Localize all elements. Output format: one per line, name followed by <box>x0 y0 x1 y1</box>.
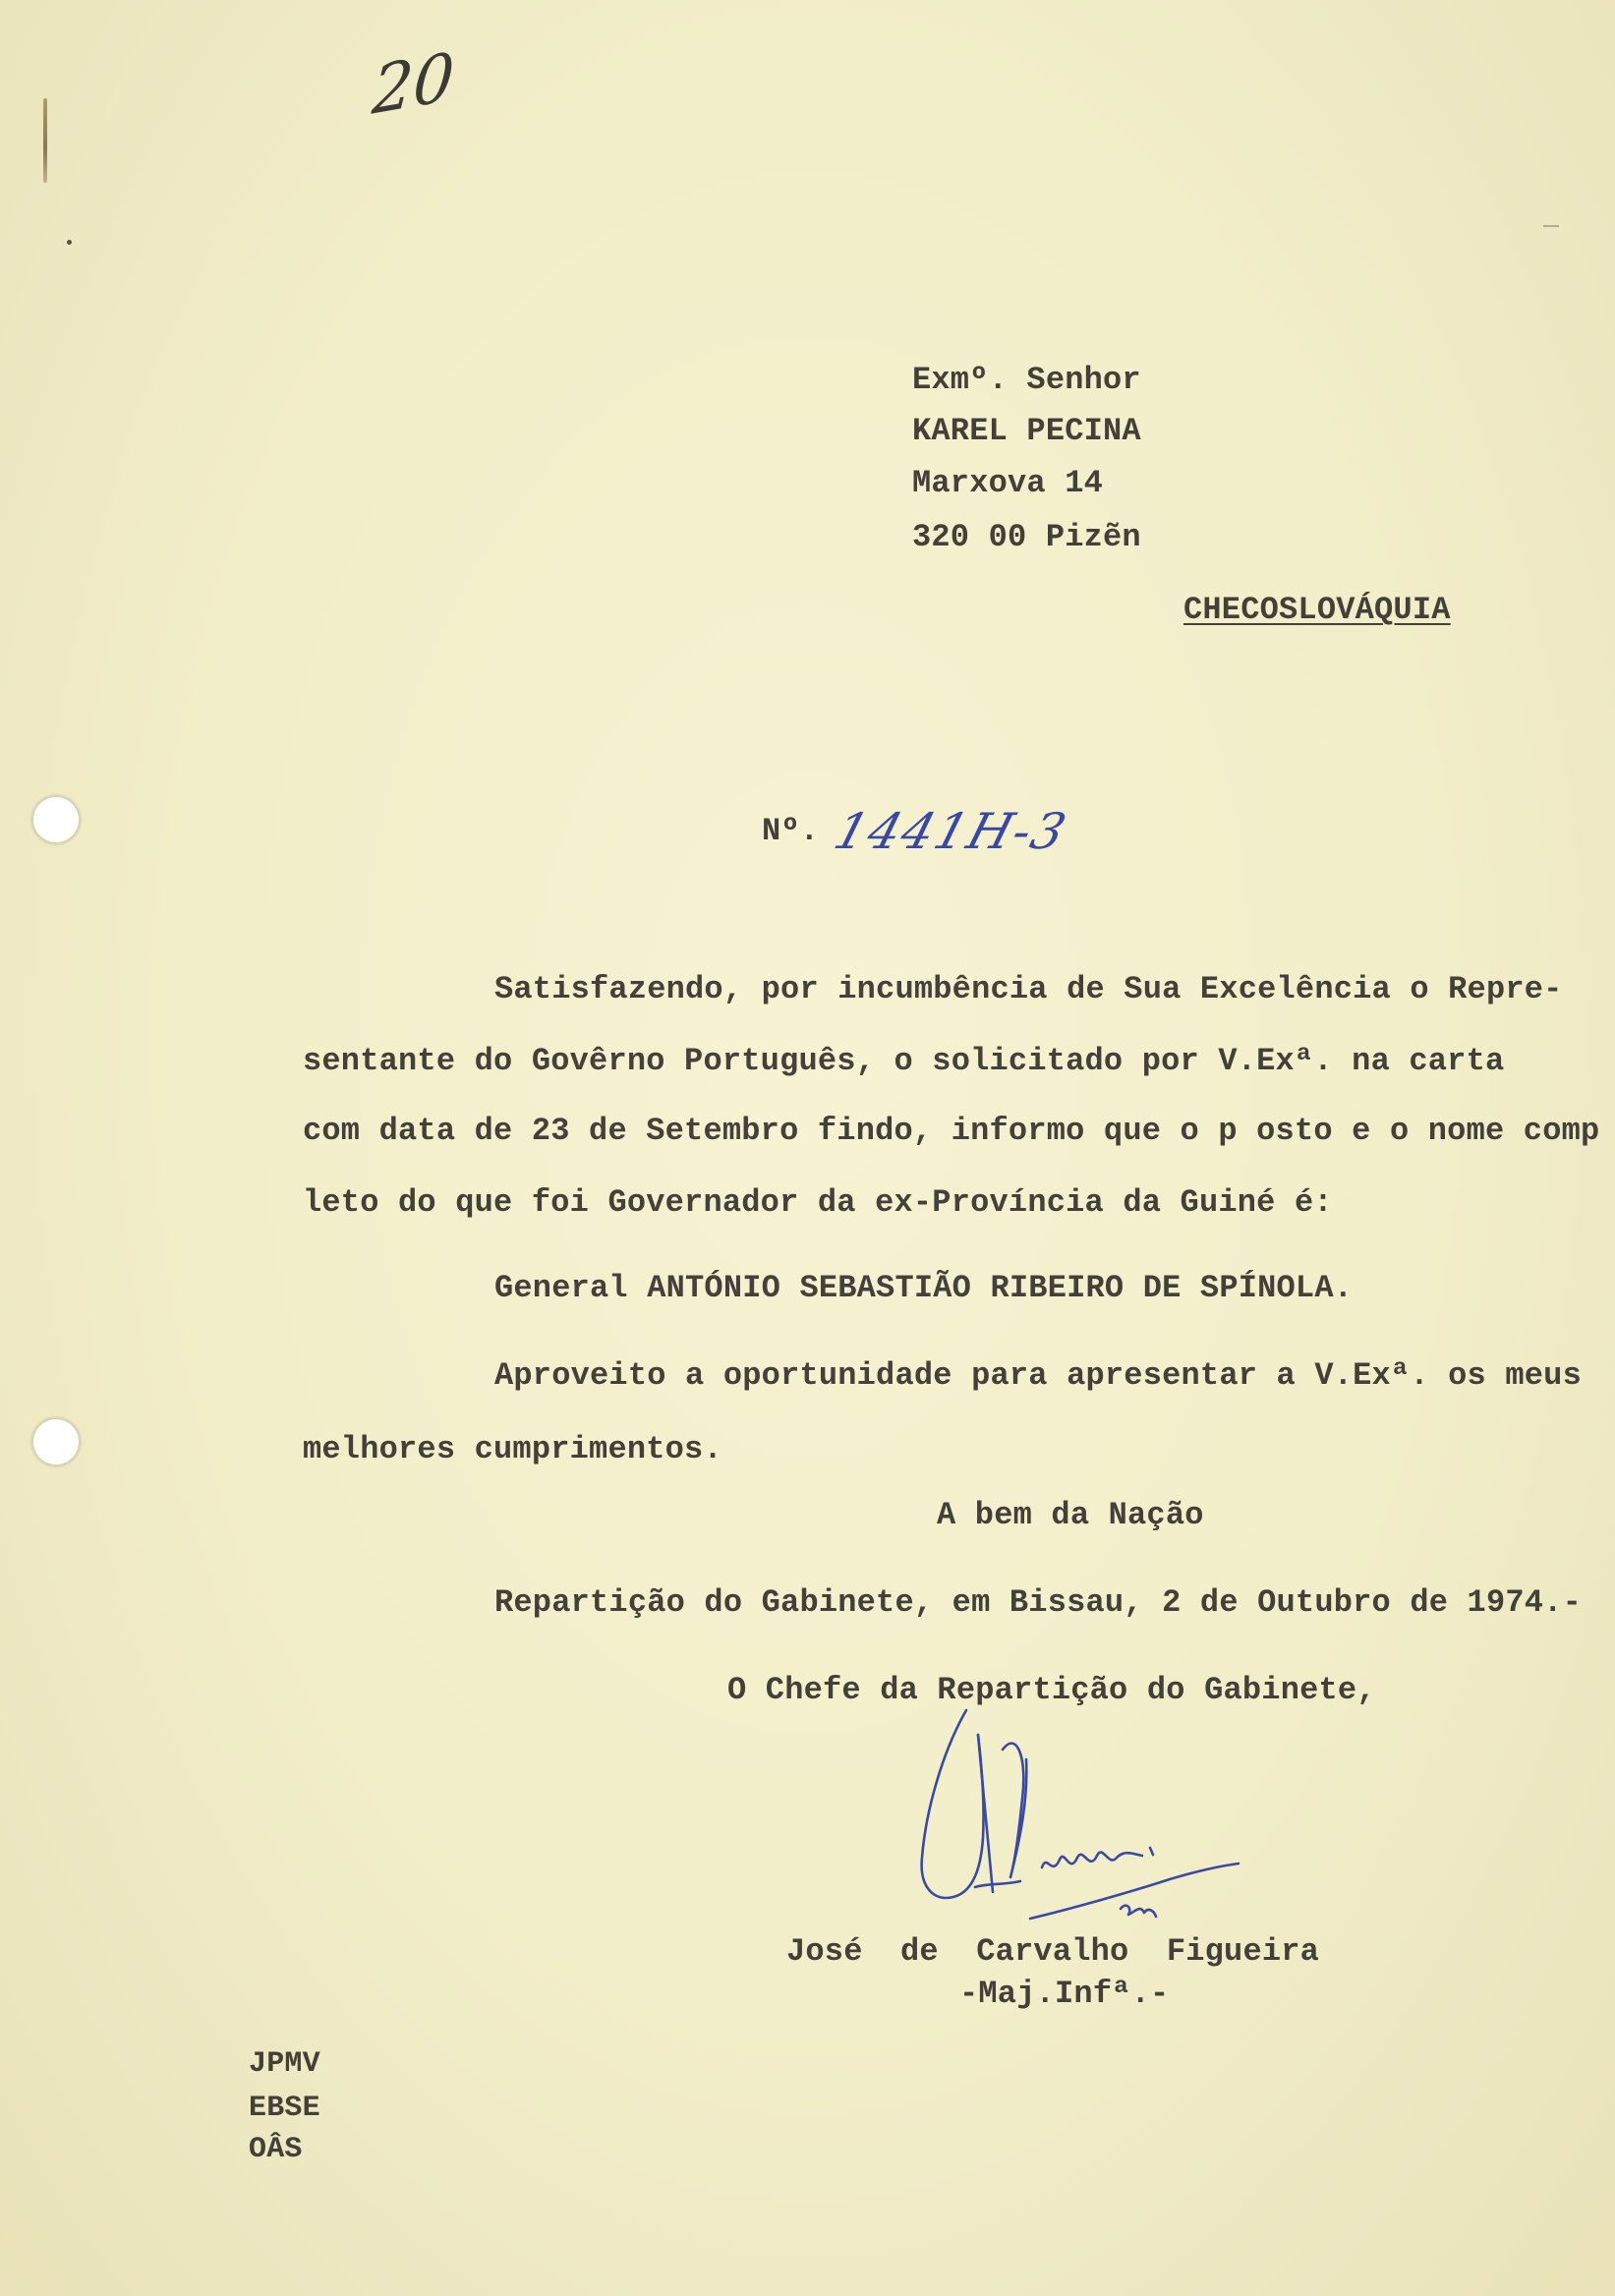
initials-line: JPMV <box>249 2047 320 2081</box>
signatory-name: José de Carvalho Figueira <box>786 1933 1320 1970</box>
recipient-name: KAREL PECINA <box>912 413 1141 449</box>
initials-line: EBSE <box>249 2092 320 2125</box>
punch-hole-lower <box>31 1417 81 1466</box>
reference-prefix: Nº. <box>762 813 820 849</box>
closing-motto: A bem da Nação <box>937 1497 1204 1533</box>
ink-dot <box>67 240 72 245</box>
body-line: Satisfazendo, por incumbência de Sua Excelência o Repre- <box>494 971 1563 1007</box>
handwritten-signature <box>904 1691 1258 1946</box>
signatory-title: O Chefe da Repartição do Gabinete, <box>727 1672 1376 1708</box>
edge-mark <box>1543 225 1559 227</box>
signatory-rank: -Maj.Infª.- <box>959 1976 1170 2012</box>
place-and-date: Repartição do Gabinete, em Bissau, 2 de Outubro de 1974.- <box>494 1584 1582 1621</box>
recipient-city: 320 00 Pizẽn <box>912 519 1141 555</box>
staple-mark <box>43 98 47 183</box>
punch-hole-upper <box>31 795 81 844</box>
body-line: leto do que foi Governador da ex-Província da Guiné é: <box>303 1184 1333 1221</box>
recipient-country: CHECOSLOVÁQUIA <box>1183 592 1451 628</box>
initials-line: OÂS <box>249 2133 303 2166</box>
body-line: com data de 23 de Setembro findo, informo que o p osto e o nome comp <box>303 1113 1600 1149</box>
body-line: melhores cumprimentos. <box>303 1431 722 1467</box>
handwritten-page-number: 20 <box>370 37 457 131</box>
recipient-street: Marxova 14 <box>912 465 1104 501</box>
recipient-salutation: Exmº. Senhor <box>912 362 1141 398</box>
body-line: Aproveito a oportunidade para apresentar a V.Exª. os meus <box>494 1357 1582 1394</box>
body-line: sentante do Govêrno Português, o solicitado por V.Exª. na carta <box>303 1043 1505 1079</box>
governor-name-line: General ANTÓNIO SEBASTIÃO RIBEIRO DE SPÍNOLA. <box>494 1270 1354 1306</box>
handwritten-reference-number: 1441H-3 <box>828 803 1074 860</box>
